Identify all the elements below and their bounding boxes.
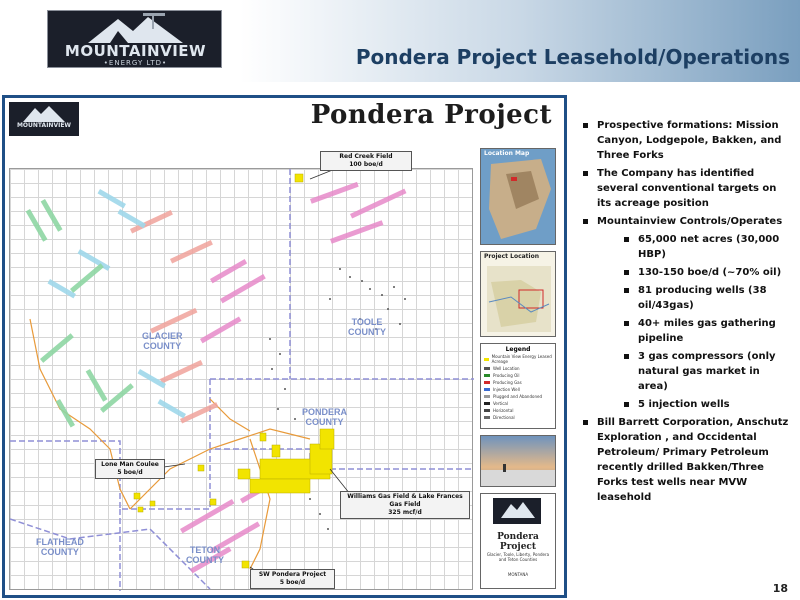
legend-item-label: Horizontal <box>493 408 514 413</box>
county-suffix: COUNTY <box>348 327 386 337</box>
location-map-drawing <box>481 149 556 245</box>
legend-item <box>481 353 555 365</box>
plugged-swatch-icon <box>484 395 490 398</box>
mountain-logo-icon <box>493 498 541 524</box>
sub-bullet-item: 40+ miles gas gathering pipeline <box>580 316 792 346</box>
red-creek-callout <box>320 151 412 171</box>
legend-item-label: Mountain View Energy Leased Acreage <box>491 354 552 364</box>
dot-swatch-icon <box>484 367 490 370</box>
county-label-teton <box>186 545 224 565</box>
map-title: Pondera Project <box>310 100 552 130</box>
legend-title: Legend <box>505 346 531 353</box>
county-suffix: COUNTY <box>143 341 182 351</box>
legend-item <box>481 400 555 407</box>
gas-swatch-icon <box>484 381 490 384</box>
legend-item <box>481 379 555 386</box>
county-label-pondera <box>302 407 347 427</box>
card-logo <box>493 498 541 524</box>
sw-pondera-callout <box>250 569 335 589</box>
legend-item-label: Producing Gas <box>493 380 522 385</box>
county-suffix: COUNTY <box>40 547 79 557</box>
legend-item-label: Plugged and Abandoned <box>493 394 542 399</box>
callout-name: Williams Gas Field & Lake Frances Gas Field <box>347 493 463 508</box>
map-legend <box>480 343 556 429</box>
bullet-item: The Company has identified several conventional targets on its acreage position <box>580 166 792 211</box>
county-suffix: COUNTY <box>305 417 344 427</box>
thumbnail-label: Location Map <box>484 150 530 157</box>
county-label-flathead <box>36 537 84 557</box>
injection-swatch-icon <box>484 388 490 391</box>
williams-callout <box>340 491 470 519</box>
legend-item-label: Directional <box>493 415 515 420</box>
county-name: TETON <box>189 545 221 555</box>
card-subtitle: Glacier, Toole, Liberty, Pondera and Teton Counties <box>486 552 550 562</box>
map-logo-wordmark: MOUNTAINVIEW <box>16 122 72 129</box>
logo-wordmark: MOUNTAINVIEW <box>64 42 207 60</box>
callout-rate: 100 boe/d <box>349 161 383 168</box>
county-suffix: COUNTY <box>186 555 224 565</box>
bullet-item: Prospective formations: Mission Canyon, Lodgepole, Bakken, and Three Forks <box>580 118 792 163</box>
project-location-thumbnail[interactable] <box>480 251 556 337</box>
company-logo <box>47 10 222 68</box>
horizontal-swatch-icon <box>484 409 490 412</box>
field-photo-image <box>481 436 556 487</box>
legend-item <box>481 372 555 379</box>
sub-bullet-item: 65,000 net acres (30,000 HBP) <box>580 232 792 262</box>
legend-item <box>481 386 555 393</box>
mountain-logo-icon <box>9 102 79 136</box>
yellow-swatch-icon <box>484 358 489 361</box>
slide-title: Pondera Project Leasehold/Operations <box>355 45 790 69</box>
county-name: PONDERA <box>302 407 348 417</box>
project-title-card <box>480 493 556 589</box>
county-label-glacier <box>142 331 183 351</box>
legend-item-label: Producing Oil <box>493 373 520 378</box>
legend-item <box>481 407 555 414</box>
card-state: MONTANA <box>507 572 529 577</box>
legend-item-label: Vertical <box>493 401 508 406</box>
callout-rate: 325 mcf/d <box>388 509 422 516</box>
callout-rate: 5 boe/d <box>279 579 306 586</box>
legend-item-label: Injection Well <box>493 387 520 392</box>
map-logo <box>9 102 79 136</box>
county-name: FLATHEAD <box>36 537 84 547</box>
county-name: GLACIER <box>142 331 183 341</box>
map-panel <box>2 95 567 598</box>
bullet-list <box>580 118 792 508</box>
page-number: 18 <box>772 582 788 595</box>
oil-swatch-icon <box>484 374 490 377</box>
logo-subtitle: •ENERGY LTD• <box>103 59 168 67</box>
legend-item-label: Well Location <box>493 366 520 371</box>
sub-bullet-item: 5 injection wells <box>580 397 792 412</box>
county-label-toole <box>348 317 386 337</box>
directional-swatch-icon <box>484 416 490 419</box>
project-location-drawing <box>481 252 556 337</box>
bullet-item: Bill Barrett Corporation, Anschutz Exploration , and Occidental Petroleum/ Primary Petroleum recently drilled Bakken/Three Forks test wells near MVW leasehold <box>580 415 792 505</box>
vertical-swatch-icon <box>484 402 490 405</box>
sub-bullet-item: 3 gas compressors (only natural gas market in area) <box>580 349 792 394</box>
legend-item <box>481 365 555 372</box>
lease-map[interactable] <box>9 153 473 590</box>
callout-name: Lone Man Coulee <box>101 461 159 468</box>
legend-item <box>481 393 555 400</box>
callout-name: SW Pondera Project <box>258 571 327 578</box>
bullet-item: Mountainview Controls/Operates <box>580 214 792 229</box>
sub-bullet-item: 81 producing wells (38 oil/43gas) <box>580 283 792 313</box>
card-title: Pondera Project <box>497 532 539 552</box>
county-name: TOOLE <box>351 317 383 327</box>
lease-map-drawing <box>10 169 474 591</box>
map-inner <box>5 98 564 595</box>
legend-item <box>481 414 555 421</box>
callout-name: Red Creek Field <box>339 153 393 160</box>
lone-man-callout <box>95 459 165 479</box>
field-photo-thumbnail[interactable] <box>480 435 556 487</box>
location-map-thumbnail[interactable] <box>480 148 556 245</box>
callout-rate: 5 boe/d <box>117 469 143 476</box>
sub-bullet-item: 130-150 boe/d (~70% oil) <box>580 265 792 280</box>
thumbnail-label: Project Location <box>484 253 539 260</box>
